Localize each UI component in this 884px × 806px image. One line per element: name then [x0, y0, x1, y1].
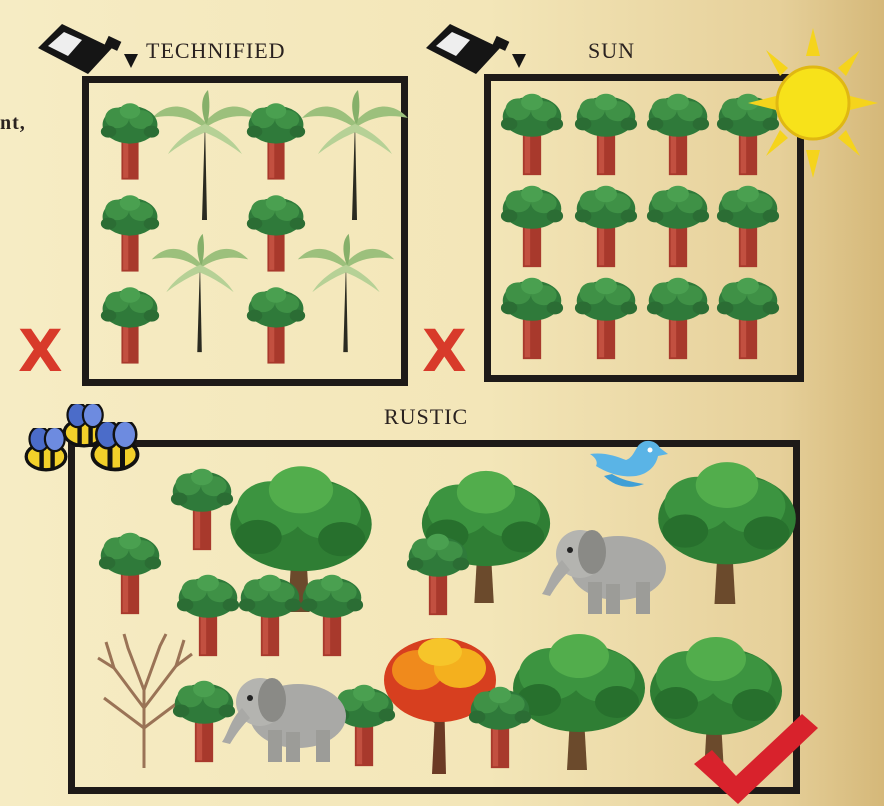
coffee-plant-icon — [646, 182, 710, 270]
coffee-plant-icon — [468, 682, 532, 772]
technified-label: TECHNIFIED — [146, 38, 286, 63]
coffee-plant-icon — [246, 188, 306, 278]
coffee-plant-icon — [238, 570, 302, 660]
coffee-plant-icon — [246, 96, 306, 186]
banana-tree-icon — [150, 228, 250, 358]
bees-icon — [24, 398, 154, 488]
banana-tree-icon — [150, 90, 260, 220]
coffee-plant-icon — [176, 570, 240, 660]
elephant-icon — [220, 664, 350, 764]
coffee-plant-icon — [100, 280, 160, 370]
pesticide-sprayer-icon — [420, 18, 530, 78]
sun-label: SUN — [588, 38, 636, 63]
coffee-plant-icon — [100, 188, 160, 278]
coffee-plant-icon — [300, 570, 364, 660]
coffee-plant-icon — [716, 274, 780, 362]
coffee-plant-icon — [500, 274, 564, 362]
coffee-plant-icon — [500, 90, 564, 178]
shade-tree-icon — [654, 456, 800, 606]
coffee-plant-icon — [716, 182, 780, 270]
pesticide-sprayer-icon — [32, 18, 142, 78]
coffee-plant-icon — [100, 96, 160, 186]
banana-tree-icon — [296, 228, 396, 358]
coffee-plant-icon — [574, 274, 638, 362]
coffee-plant-icon — [574, 90, 638, 178]
coffee-plant-icon — [170, 464, 234, 554]
sun-icon — [748, 28, 878, 178]
edge-text: nt, — [0, 112, 26, 134]
rustic-label: RUSTIC — [384, 404, 469, 429]
coffee-plant-icon — [98, 528, 162, 618]
red-x-icon: X — [422, 317, 467, 385]
coffee-plant-icon — [500, 182, 564, 270]
red-x-icon: X — [18, 317, 63, 385]
elephant-icon — [540, 516, 670, 616]
coffee-plant-icon — [574, 182, 638, 270]
coffee-plant-icon — [406, 530, 470, 618]
coffee-plant-icon — [646, 274, 710, 362]
banana-tree-icon — [300, 90, 410, 220]
red-check-icon — [690, 710, 820, 806]
coffee-plant-icon — [646, 90, 710, 178]
coffee-plant-icon — [246, 280, 306, 370]
